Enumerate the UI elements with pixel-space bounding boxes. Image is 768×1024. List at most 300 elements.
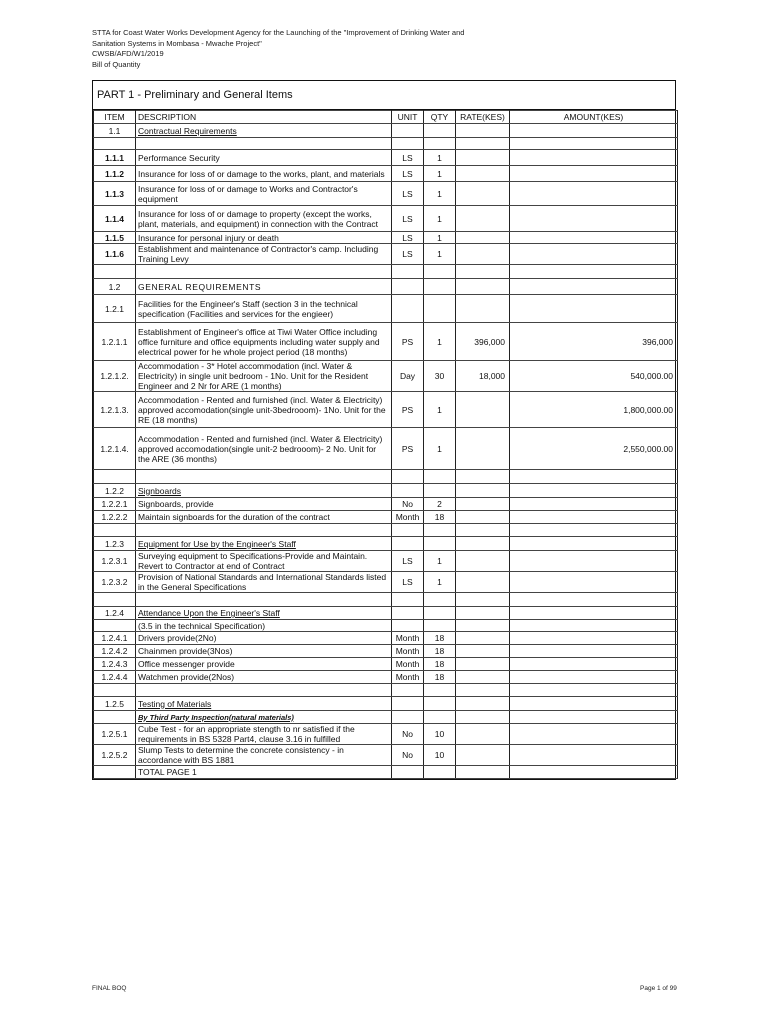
cell-description <box>136 124 392 138</box>
cell-qty <box>424 524 456 537</box>
cell-amount <box>510 572 678 593</box>
cell-amount <box>510 766 678 779</box>
cell-rate <box>456 671 510 684</box>
cell-item <box>94 711 136 724</box>
cell-item <box>94 323 136 361</box>
cell-item <box>94 724 136 745</box>
cell-unit <box>392 593 424 607</box>
cell-qty <box>424 361 456 392</box>
cell-unit <box>392 551 424 572</box>
cell-rate <box>456 572 510 593</box>
item-text: 1.2.2.2 <box>101 512 128 522</box>
table-row <box>94 361 678 392</box>
cell-item <box>94 745 136 766</box>
table-row <box>94 323 678 361</box>
cell-item <box>94 206 136 232</box>
cell-rate <box>456 484 510 498</box>
unit-text: Month <box>395 512 420 522</box>
qty-text: 1 <box>437 336 442 347</box>
cell-unit <box>392 498 424 511</box>
qty-text: 18 <box>434 659 445 669</box>
cell-amount <box>510 551 678 572</box>
item-text: 1.1.6 <box>105 249 124 259</box>
table-row <box>94 150 678 166</box>
description-text: Drivers provide(2No) <box>138 633 217 643</box>
cell-description <box>136 182 392 206</box>
cell-description <box>136 537 392 551</box>
table-row <box>94 607 678 620</box>
cell-rate <box>456 724 510 745</box>
unit-text: LS <box>402 232 413 243</box>
cell-rate <box>456 295 510 323</box>
description-text: Establishment of Engineer's office at Tiwi Water Office including office furniture and office equipments including water supply and electrical power for he whole project period (18 months) <box>138 326 380 357</box>
unit-text: Month <box>395 672 420 682</box>
cell-item <box>94 392 136 428</box>
table-row <box>94 766 678 779</box>
table-row <box>94 511 678 524</box>
cell-unit <box>392 711 424 724</box>
table-row <box>94 724 678 745</box>
qty-text: 1 <box>437 188 442 199</box>
cell-item <box>94 551 136 572</box>
table-row <box>94 684 678 697</box>
cell-rate <box>456 470 510 484</box>
description-text: Accommodation - Rented and furnished (incl. Water & Electricity) approved accomodation(single unit-2 bedrooom)- 2 No. Unit for the ARE (36 months) <box>138 433 383 464</box>
cell-item <box>94 572 136 593</box>
description-text: (3.5 in the technical Specification) <box>138 620 266 631</box>
cell-description <box>136 632 392 645</box>
cell-unit <box>392 684 424 697</box>
table-row <box>94 658 678 671</box>
cell-rate <box>456 498 510 511</box>
cell-amount <box>510 671 678 684</box>
cell-amount <box>510 124 678 138</box>
item-text: 1.1.5 <box>105 232 124 243</box>
cell-unit <box>392 632 424 645</box>
cell-amount <box>510 484 678 498</box>
cell-rate <box>456 658 510 671</box>
cell-item <box>94 150 136 166</box>
column-header-unit: UNIT <box>392 111 424 124</box>
cell-description <box>136 645 392 658</box>
qty-text: 1 <box>437 249 442 259</box>
cell-description <box>136 745 392 766</box>
table-row <box>94 632 678 645</box>
cell-qty <box>424 484 456 498</box>
cell-unit <box>392 166 424 182</box>
cell-unit <box>392 620 424 632</box>
cell-item <box>94 279 136 295</box>
table-row <box>94 206 678 232</box>
cell-description <box>136 206 392 232</box>
cell-item <box>94 645 136 658</box>
table-row <box>94 711 678 724</box>
qty-text: 18 <box>434 633 445 643</box>
boq-table-frame <box>92 80 676 780</box>
cell-qty <box>424 671 456 684</box>
cell-amount <box>510 511 678 524</box>
table-row <box>94 232 678 244</box>
column-header-qty: QTY <box>424 111 456 124</box>
cell-description <box>136 323 392 361</box>
cell-rate <box>456 511 510 524</box>
table-row <box>94 295 678 323</box>
cell-amount <box>510 697 678 711</box>
description-text: Testing of Materials <box>138 698 212 709</box>
unit-text: LS <box>402 213 413 224</box>
item-text: 1.2.1.1 <box>101 336 128 347</box>
qty-text: 1 <box>437 443 442 454</box>
unit-text: No <box>402 750 413 760</box>
description-text: Chainmen provide(3Nos) <box>138 646 233 656</box>
qty-text: 1 <box>437 556 442 566</box>
item-text: 1.2.3 <box>105 538 124 549</box>
cell-unit <box>392 766 424 779</box>
unit-text: PS <box>401 443 414 454</box>
unit-text: Month <box>395 633 420 643</box>
cell-amount <box>510 645 678 658</box>
qty-text: 18 <box>434 512 445 522</box>
cell-description <box>136 766 392 779</box>
cell-amount <box>510 711 678 724</box>
description-text: Surveying equipment to Specifications-Provide and Maintain. Revert to Contractor at end of Contract <box>138 551 368 571</box>
amount-text: 2,550,000.00 <box>623 443 673 454</box>
footer-document-name: FINAL BOQ <box>92 985 127 992</box>
table-row <box>94 537 678 551</box>
cell-description <box>136 470 392 484</box>
cell-rate <box>456 632 510 645</box>
qty-text: 1 <box>437 404 442 415</box>
cell-qty <box>424 632 456 645</box>
qty-text: 18 <box>434 646 445 656</box>
cell-qty <box>424 745 456 766</box>
cell-item <box>94 766 136 779</box>
cell-description <box>136 279 392 295</box>
cell-qty <box>424 697 456 711</box>
cell-item <box>94 658 136 671</box>
cell-item <box>94 232 136 244</box>
cell-amount <box>510 620 678 632</box>
part-title: PART 1 - Preliminary and General Items <box>93 81 675 110</box>
table-row <box>94 265 678 279</box>
cell-description <box>136 150 392 166</box>
item-text: 1.1.4 <box>105 213 124 224</box>
cell-item <box>94 511 136 524</box>
cell-item <box>94 697 136 711</box>
cell-item <box>94 620 136 632</box>
cell-item <box>94 124 136 138</box>
cell-rate <box>456 138 510 150</box>
header-line-3: CWSB/AFD/W1/2019 <box>92 49 164 58</box>
cell-rate <box>456 620 510 632</box>
cell-item <box>94 607 136 620</box>
cell-unit <box>392 295 424 323</box>
cell-qty <box>424 593 456 607</box>
unit-text: PS <box>401 336 414 347</box>
item-text: 1.1.1 <box>105 152 124 163</box>
cell-description <box>136 392 392 428</box>
table-row <box>94 620 678 632</box>
cell-rate <box>456 428 510 470</box>
cell-description <box>136 658 392 671</box>
unit-text: No <box>402 499 413 509</box>
table-row <box>94 671 678 684</box>
cell-description <box>136 295 392 323</box>
column-header-row <box>94 111 678 124</box>
description-text: TOTAL PAGE 1 <box>138 767 197 777</box>
header-line-2: Sanitation Systems in Mombasa - Mwache Project" <box>92 38 262 48</box>
cell-qty <box>424 572 456 593</box>
unit-text: LS <box>402 249 413 259</box>
description-text: Performance Security <box>138 152 220 163</box>
cell-item <box>94 484 136 498</box>
description-text: Contractual Requirements <box>138 125 237 136</box>
item-text: 1.2.2.1 <box>101 499 128 509</box>
cell-unit <box>392 511 424 524</box>
cell-description <box>136 166 392 182</box>
cell-qty <box>424 428 456 470</box>
cell-qty <box>424 138 456 150</box>
qty-text: 10 <box>434 729 445 739</box>
unit-text: Day <box>399 371 416 381</box>
cell-description <box>136 711 392 724</box>
cell-rate <box>456 593 510 607</box>
column-header-amount: AMOUNT(KES) <box>510 111 678 124</box>
qty-text: 1 <box>437 232 442 243</box>
cell-unit <box>392 124 424 138</box>
description-text: Equipment for Use by the Engineer's Staff <box>138 538 296 549</box>
item-text: 1.2.1.3. <box>100 404 129 415</box>
item-text: 1.1 <box>108 125 121 136</box>
cell-qty <box>424 537 456 551</box>
cell-amount <box>510 392 678 428</box>
cell-rate <box>456 166 510 182</box>
cell-qty <box>424 206 456 232</box>
cell-amount <box>510 265 678 279</box>
cell-amount <box>510 182 678 206</box>
cell-amount <box>510 323 678 361</box>
cell-description <box>136 428 392 470</box>
description-text: Maintain signboards for the duration of the contract <box>138 512 330 522</box>
cell-unit <box>392 279 424 295</box>
cell-rate <box>456 537 510 551</box>
cell-rate <box>456 265 510 279</box>
cell-item <box>94 671 136 684</box>
item-text: 1.2.4.4 <box>101 672 128 682</box>
cell-rate <box>456 244 510 265</box>
cell-amount <box>510 150 678 166</box>
cell-qty <box>424 265 456 279</box>
column-header-item: ITEM <box>94 111 136 124</box>
cell-qty <box>424 684 456 697</box>
cell-rate <box>456 323 510 361</box>
unit-text: LS <box>402 152 413 163</box>
cell-amount <box>510 295 678 323</box>
description-text: Slump Tests to determine the concrete consistency - in accordance with BS 1881 <box>138 745 344 765</box>
cell-item <box>94 138 136 150</box>
cell-item <box>94 498 136 511</box>
cell-qty <box>424 511 456 524</box>
qty-text: 30 <box>434 371 445 381</box>
cell-item <box>94 524 136 537</box>
cell-rate <box>456 684 510 697</box>
amount-text: 540,000.00 <box>630 371 673 381</box>
description-text: Facilities for the Engineer's Staff (section 3 in the technical specification (Facilities and services for the engieer) <box>138 298 358 319</box>
description-text: Accommodation - Rented and furnished (incl. Water & Electricity) approved accomodation(single unit-3bedrooom)- 1No. Unit for the RE (18 months) <box>138 394 386 425</box>
cell-rate <box>456 551 510 572</box>
cell-unit <box>392 724 424 745</box>
cell-description <box>136 232 392 244</box>
cell-amount <box>510 244 678 265</box>
table-row <box>94 166 678 182</box>
cell-unit <box>392 645 424 658</box>
cell-qty <box>424 392 456 428</box>
cell-description <box>136 244 392 265</box>
cell-qty <box>424 607 456 620</box>
item-text: 1.2.4.1 <box>101 633 128 643</box>
cell-qty <box>424 124 456 138</box>
amount-text: 1,800,000.00 <box>623 404 673 415</box>
cell-qty <box>424 279 456 295</box>
table-row <box>94 697 678 711</box>
cell-item <box>94 632 136 645</box>
cell-unit <box>392 745 424 766</box>
cell-amount <box>510 279 678 295</box>
qty-text: 18 <box>434 672 445 682</box>
cell-rate <box>456 645 510 658</box>
table-row <box>94 182 678 206</box>
cell-item <box>94 593 136 607</box>
item-text: 1.2.4.2 <box>101 646 128 656</box>
cell-unit <box>392 607 424 620</box>
cell-qty <box>424 150 456 166</box>
description-text: Attendance Upon the Engineer's Staff <box>138 608 280 618</box>
item-text: 1.1.3 <box>105 188 124 199</box>
cell-rate <box>456 392 510 428</box>
cell-unit <box>392 392 424 428</box>
item-text: 1.2.1.2. <box>100 371 129 381</box>
cell-rate <box>456 711 510 724</box>
cell-amount <box>510 607 678 620</box>
cell-unit <box>392 244 424 265</box>
unit-text: Month <box>395 646 420 656</box>
cell-rate <box>456 279 510 295</box>
cell-item <box>94 470 136 484</box>
cell-unit <box>392 572 424 593</box>
cell-amount <box>510 470 678 484</box>
cell-amount <box>510 232 678 244</box>
table-row <box>94 645 678 658</box>
cell-description <box>136 697 392 711</box>
qty-text: 10 <box>434 750 445 760</box>
boq-table <box>93 110 678 779</box>
unit-text: LS <box>402 168 413 179</box>
cell-item <box>94 428 136 470</box>
cell-unit <box>392 537 424 551</box>
cell-amount <box>510 138 678 150</box>
table-row <box>94 593 678 607</box>
description-text: Office messenger provide <box>138 659 235 669</box>
cell-rate <box>456 524 510 537</box>
cell-description <box>136 138 392 150</box>
column-header-description: DESCRIPTION <box>136 111 392 124</box>
cell-description <box>136 498 392 511</box>
cell-description <box>136 484 392 498</box>
rate-text: 396,000 <box>474 336 505 347</box>
cell-item <box>94 684 136 697</box>
table-row <box>94 279 678 295</box>
unit-text: LS <box>402 577 413 587</box>
description-text: By Third Party Inspection(natural materials) <box>138 712 294 722</box>
cell-description <box>136 593 392 607</box>
table-row <box>94 551 678 572</box>
unit-text: LS <box>402 188 413 199</box>
cell-rate <box>456 766 510 779</box>
unit-text: PS <box>401 404 414 415</box>
description-text: Provision of National Standards and International Standards listed in the General Specifications <box>138 572 387 592</box>
description-text: Cube Test - for an appropriate stength to nr satisfied if the requirements in BS 5328 Part4, clause 3.16 in fulfilled <box>138 724 355 744</box>
header-line-1: STTA for Coast Water Works Development Agency for the Launching of the "Improvement of Drinking Water and <box>92 28 465 37</box>
table-row <box>94 244 678 265</box>
cell-qty <box>424 295 456 323</box>
cell-qty <box>424 711 456 724</box>
cell-unit <box>392 232 424 244</box>
cell-amount <box>510 537 678 551</box>
cell-description <box>136 671 392 684</box>
document-header <box>92 28 464 70</box>
table-row <box>94 428 678 470</box>
item-text: 1.1.2 <box>105 168 124 179</box>
description-text: Insurance for loss of or damage to the works, plant, and materials <box>138 168 385 179</box>
table-row <box>94 138 678 150</box>
cell-qty <box>424 182 456 206</box>
cell-amount <box>510 745 678 766</box>
cell-amount <box>510 593 678 607</box>
table-row <box>94 470 678 484</box>
item-text: 1.2 <box>108 281 121 292</box>
cell-amount <box>510 498 678 511</box>
cell-rate <box>456 150 510 166</box>
qty-text: 1 <box>437 577 442 587</box>
cell-rate <box>456 361 510 392</box>
cell-description <box>136 572 392 593</box>
cell-amount <box>510 632 678 645</box>
cell-amount <box>510 724 678 745</box>
item-text: 1.2.3.1 <box>101 556 128 566</box>
table-row <box>94 124 678 138</box>
cell-qty <box>424 658 456 671</box>
description-text: Establishment and maintenance of Contractor's camp. Including Training Levy <box>138 244 379 264</box>
cell-item <box>94 166 136 182</box>
cell-unit <box>392 470 424 484</box>
cell-amount <box>510 361 678 392</box>
cell-rate <box>456 206 510 232</box>
unit-text: LS <box>402 556 413 566</box>
header-line-4: Bill of Quantity <box>92 59 141 69</box>
table-row <box>94 524 678 537</box>
cell-description <box>136 551 392 572</box>
cell-item <box>94 265 136 279</box>
description-text: Insurance for loss of or damage to property (except the works, plant, materials, and equipment) in connection with the Contract <box>138 208 379 229</box>
item-text: 1.2.5 <box>105 698 124 709</box>
item-text: 1.2.1.4. <box>100 443 129 454</box>
table-row <box>94 392 678 428</box>
cell-qty <box>424 551 456 572</box>
qty-text: 1 <box>437 213 442 224</box>
cell-qty <box>424 166 456 182</box>
cell-amount <box>510 206 678 232</box>
column-header-rate: RATE(KES) <box>456 111 510 124</box>
